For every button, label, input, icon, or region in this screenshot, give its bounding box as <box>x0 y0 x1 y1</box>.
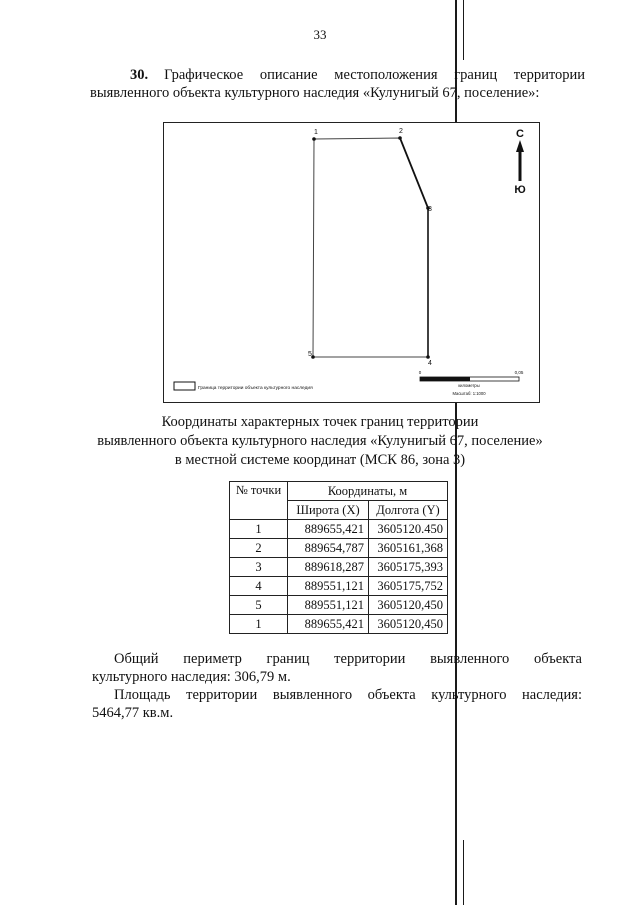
perimeter-line-2: культурного наследия: 306,79 м. <box>92 669 291 685</box>
cell-x: 889618,287 <box>288 558 369 577</box>
cell-x: 889655,421 <box>288 615 369 634</box>
page-number: 33 <box>313 27 327 42</box>
legend <box>174 382 313 391</box>
cell-point: 4 <box>230 577 288 596</box>
perimeter-paragraph <box>92 650 582 686</box>
legend-label: Граница территории объекта культурного наследия <box>198 386 313 391</box>
table-row <box>230 520 448 539</box>
cell-x: 889654,787 <box>288 539 369 558</box>
table-caption-line-1: Координаты характерных точек границ территории <box>161 414 479 430</box>
point-label-1: 1 <box>314 129 318 136</box>
compass-south: Ю <box>514 184 526 196</box>
heading-line-1: Графическое описание местоположения границ территории <box>164 67 585 83</box>
point-label-4: 4 <box>428 360 432 367</box>
compass <box>514 128 525 196</box>
header-x: Широта (X) <box>288 501 369 520</box>
point-marker-2 <box>398 136 402 140</box>
heading-line-2: выявленного объекта культурного наследия «Кулунигый 67, поселение»: <box>90 85 540 101</box>
point-marker-1 <box>312 137 316 141</box>
cell-y: 3605175,752 <box>369 577 448 596</box>
boundary-map-drawing <box>164 123 539 402</box>
point-marker-4 <box>426 355 430 359</box>
cell-y: 3605120,450 <box>369 615 448 634</box>
point-label-3: 3 <box>428 206 432 213</box>
cell-y: 3605161,368 <box>369 539 448 558</box>
header-point: № точки <box>230 482 288 520</box>
table-header-row <box>230 482 448 501</box>
scale-bar <box>419 370 524 396</box>
legend-swatch <box>174 382 195 390</box>
table-row <box>230 558 448 577</box>
section-number: 30. <box>130 67 149 83</box>
area-line-1: Площадь территории выявленного объекта культурного наследия: <box>114 687 582 703</box>
cell-point: 3 <box>230 558 288 577</box>
header-coordinates: Координаты, м <box>288 482 448 501</box>
cell-y: 3605120.450 <box>369 520 448 539</box>
cell-point: 2 <box>230 539 288 558</box>
cell-x: 889551,121 <box>288 577 369 596</box>
territory-boundary <box>313 138 428 357</box>
compass-north: С <box>516 128 524 140</box>
section-heading <box>90 66 585 102</box>
point-label-5: 5 <box>308 351 312 358</box>
area-paragraph <box>92 686 582 722</box>
scale-bar-filled-segment <box>420 377 470 381</box>
scale-ratio: Масштаб: 1:1000 <box>452 391 486 396</box>
perimeter-line-1: Общий периметр границ территории выявленного объекта <box>114 651 582 667</box>
scale-units: километры <box>458 383 480 388</box>
table-row <box>230 539 448 558</box>
table-caption-line-3: в местной системе координат (МСК 86, зона 3) <box>174 452 466 468</box>
scale-max: 0,05 <box>514 370 524 375</box>
cell-point: 1 <box>230 615 288 634</box>
point-labels <box>308 128 432 367</box>
table-row <box>230 596 448 615</box>
table-row <box>230 577 448 596</box>
scale-zero: 0 <box>418 370 422 375</box>
cell-point: 1 <box>230 520 288 539</box>
table-row <box>230 615 448 634</box>
scan-binding-line-right-lower <box>463 840 464 905</box>
cell-x: 889655,421 <box>288 520 369 539</box>
header-y: Долгота (Y) <box>369 501 448 520</box>
north-arrow-icon <box>516 140 524 152</box>
cell-x: 889551,121 <box>288 596 369 615</box>
cell-point: 5 <box>230 596 288 615</box>
table-caption-line-2: выявленного объекта культурного наследия «Кулунигый 67, поселение» <box>97 433 543 449</box>
boundary-map <box>163 122 540 403</box>
coordinates-table <box>229 481 448 634</box>
point-label-2: 2 <box>399 128 403 135</box>
area-line-2: 5464,77 кв.м. <box>92 705 174 721</box>
cell-y: 3605120,450 <box>369 596 448 615</box>
cell-y: 3605175,393 <box>369 558 448 577</box>
boundary-segment-2-3-bold <box>400 138 428 208</box>
